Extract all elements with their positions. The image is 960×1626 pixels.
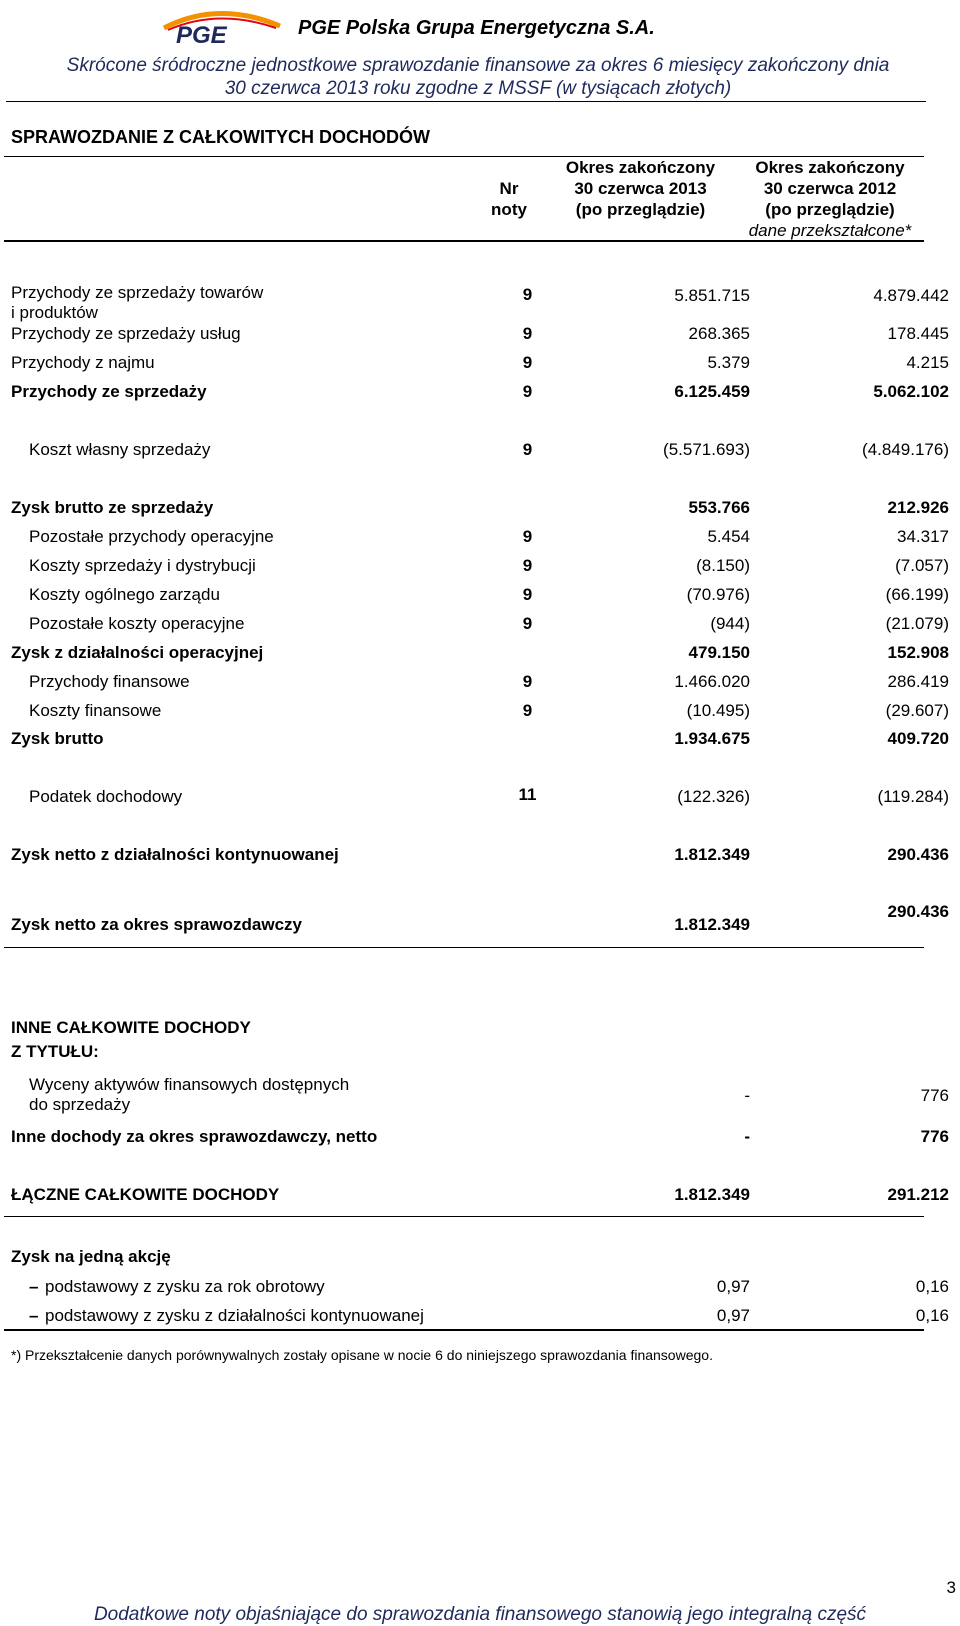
- company-name: PGE Polska Grupa Energetyczna S.A.: [298, 17, 655, 39]
- row-label: Koszty finansowe: [29, 701, 162, 720]
- total-divider: [4, 1216, 924, 1217]
- column-header-2012: Okres zakończony 30 czerwca 2012 (po przeglądzie) dane przekształcone*: [748, 158, 912, 240]
- row-note: 9: [522, 556, 533, 575]
- net-profit-divider: [4, 947, 924, 948]
- row-value-2012: (4.849.176): [862, 440, 949, 459]
- row-value-2012: 0,16: [915, 1306, 949, 1325]
- page-number: 3: [946, 1578, 956, 1597]
- row-label: Zysk z działalności operacyjnej: [11, 643, 264, 662]
- row-label: Zysk netto z działalności kontynuowanej: [11, 845, 339, 864]
- row-value-2013: (122.326): [677, 787, 750, 806]
- row-value-2012: (21.079): [885, 614, 949, 633]
- row-value-2012: 776: [920, 1086, 949, 1105]
- row-label: Koszt własny sprzedaży: [29, 440, 211, 459]
- report-subtitle-line1: Skrócone śródroczne jednostkowe sprawozdanie finansowe za okres 6 miesięcy zakończony dnia: [66, 55, 890, 76]
- row-label: Koszty sprzedaży i dystrybucji: [29, 556, 256, 575]
- row-value-2013: (5.571.693): [663, 440, 750, 459]
- row-value-2013: 1.466.020: [674, 672, 750, 691]
- row-note: 9: [522, 614, 533, 633]
- row-value-2012: (119.284): [877, 787, 949, 806]
- row-value-2012: 34.317: [897, 527, 949, 546]
- page-footer: Dodatkowe noty objaśniające do sprawozdania finansowego stanowią jego integralną część: [93, 1604, 867, 1625]
- row-label: Pozostałe przychody operacyjne: [29, 527, 274, 546]
- row-label: podstawowy z zysku z działalności kontynuowanej: [45, 1306, 424, 1325]
- row-value-2013: -: [744, 1086, 750, 1105]
- row-value-2012: (7.057): [895, 556, 949, 575]
- row-value-2013: 0,97: [716, 1306, 750, 1325]
- row-label: Koszty ogólnego zarządu: [29, 585, 220, 604]
- row-value-2013: 1.934.675: [674, 729, 750, 748]
- column-header-2013: Okres zakończony 30 czerwca 2013 (po przeglądzie): [565, 158, 716, 219]
- row-value-2012: (29.607): [885, 701, 949, 720]
- row-note: 9: [522, 353, 533, 372]
- row-value-2013: 1.812.349: [674, 845, 750, 864]
- row-note: 9: [522, 527, 533, 546]
- row-value-2013: (944): [710, 614, 750, 633]
- row-label: Pozostałe koszty operacyjne: [29, 614, 245, 633]
- row-label: Przychody ze sprzedaży towarów i produktów: [11, 283, 264, 322]
- row-label: Przychody z najmu: [11, 353, 155, 372]
- row-label: Przychody ze sprzedaży: [11, 382, 207, 401]
- bullet-dash: –: [29, 1306, 39, 1325]
- report-subtitle-line2: 30 czerwca 2013 roku zgodne z MSSF (w tysiącach złotych): [224, 78, 732, 99]
- row-value-2013: -: [744, 1127, 750, 1146]
- row-label: Przychody ze sprzedaży usług: [11, 324, 241, 343]
- row-value-2013: 0,97: [716, 1277, 750, 1296]
- row-value-2012: 776: [920, 1127, 949, 1146]
- row-label: Podatek dochodowy: [29, 787, 183, 806]
- row-label: Wyceny aktywów finansowych dostępnych do sprzedaży: [29, 1075, 350, 1114]
- row-value-2013: 268.365: [688, 324, 750, 343]
- row-value-2012: 0,16: [915, 1277, 949, 1296]
- section-title: SPRAWOZDANIE Z CAŁKOWITYCH DOCHODÓW: [11, 127, 430, 147]
- row-value-2012: 290.436: [887, 845, 949, 864]
- row-value-2013: (10.495): [686, 701, 750, 720]
- table-bottom-rule: [4, 1329, 924, 1331]
- pge-logo: [158, 6, 286, 50]
- row-value-2013: 5.379: [707, 353, 750, 372]
- row-label: Zysk brutto ze sprzedaży: [11, 498, 214, 517]
- row-value-2013: 5.454: [707, 527, 750, 546]
- row-value-2012: 291.212: [887, 1185, 949, 1204]
- row-value-2012: 5.062.102: [873, 382, 949, 401]
- row-value-2012: 178.445: [887, 324, 949, 343]
- row-value-2012: 4.215: [906, 353, 949, 372]
- row-value-2013: (8.150): [696, 556, 750, 575]
- row-label: Inne dochody za okres sprawozdawczy, netto: [11, 1127, 378, 1146]
- footnote: *) Przekształcenie danych porównywalnych zostały opisane w nocie 6 do niniejszego sprawozdania finansowego.: [11, 1347, 713, 1363]
- row-value-2012: 212.926: [887, 498, 949, 517]
- row-value-2012: 152.908: [887, 643, 949, 662]
- row-note: 9: [522, 382, 533, 401]
- row-value-2013: 553.766: [688, 498, 750, 517]
- row-note: 9: [522, 285, 533, 304]
- row-note: 9: [522, 585, 533, 604]
- row-label: Zysk brutto: [11, 729, 104, 748]
- row-value-2013: 6.125.459: [674, 382, 750, 401]
- row-note: 9: [522, 440, 533, 459]
- row-label: podstawowy z zysku za rok obrotowy: [45, 1277, 325, 1296]
- row-value-2012: (66.199): [885, 585, 949, 604]
- row-note: 9: [522, 324, 533, 343]
- row-label: ŁĄCZNE CAŁKOWITE DOCHODY: [11, 1185, 280, 1204]
- row-note: 9: [522, 701, 533, 720]
- row-note: 9: [522, 672, 533, 691]
- pge-logo-text: PGE: [176, 22, 227, 49]
- row-value-2012: 286.419: [887, 672, 949, 691]
- header-divider: [6, 101, 926, 102]
- row-value-2013: 479.150: [688, 643, 750, 662]
- header-bottom-rule: [4, 240, 924, 242]
- row-value-2012: 290.436: [887, 902, 949, 921]
- bullet-dash: –: [29, 1277, 39, 1296]
- row-value-2013: (70.976): [686, 585, 750, 604]
- row-value-2012: 4.879.442: [873, 286, 949, 305]
- row-label: Zysk netto za okres sprawozdawczy: [11, 915, 302, 934]
- column-header-note: Nr noty: [491, 179, 527, 219]
- row-value-2013: 1.812.349: [674, 1185, 750, 1204]
- row-value-2013: 1.812.349: [674, 915, 750, 934]
- row-label: Przychody finansowe: [29, 672, 190, 691]
- row-note: 11: [518, 785, 537, 804]
- row-value-2013: 5.851.715: [674, 286, 750, 305]
- row-value-2012: 409.720: [887, 729, 949, 748]
